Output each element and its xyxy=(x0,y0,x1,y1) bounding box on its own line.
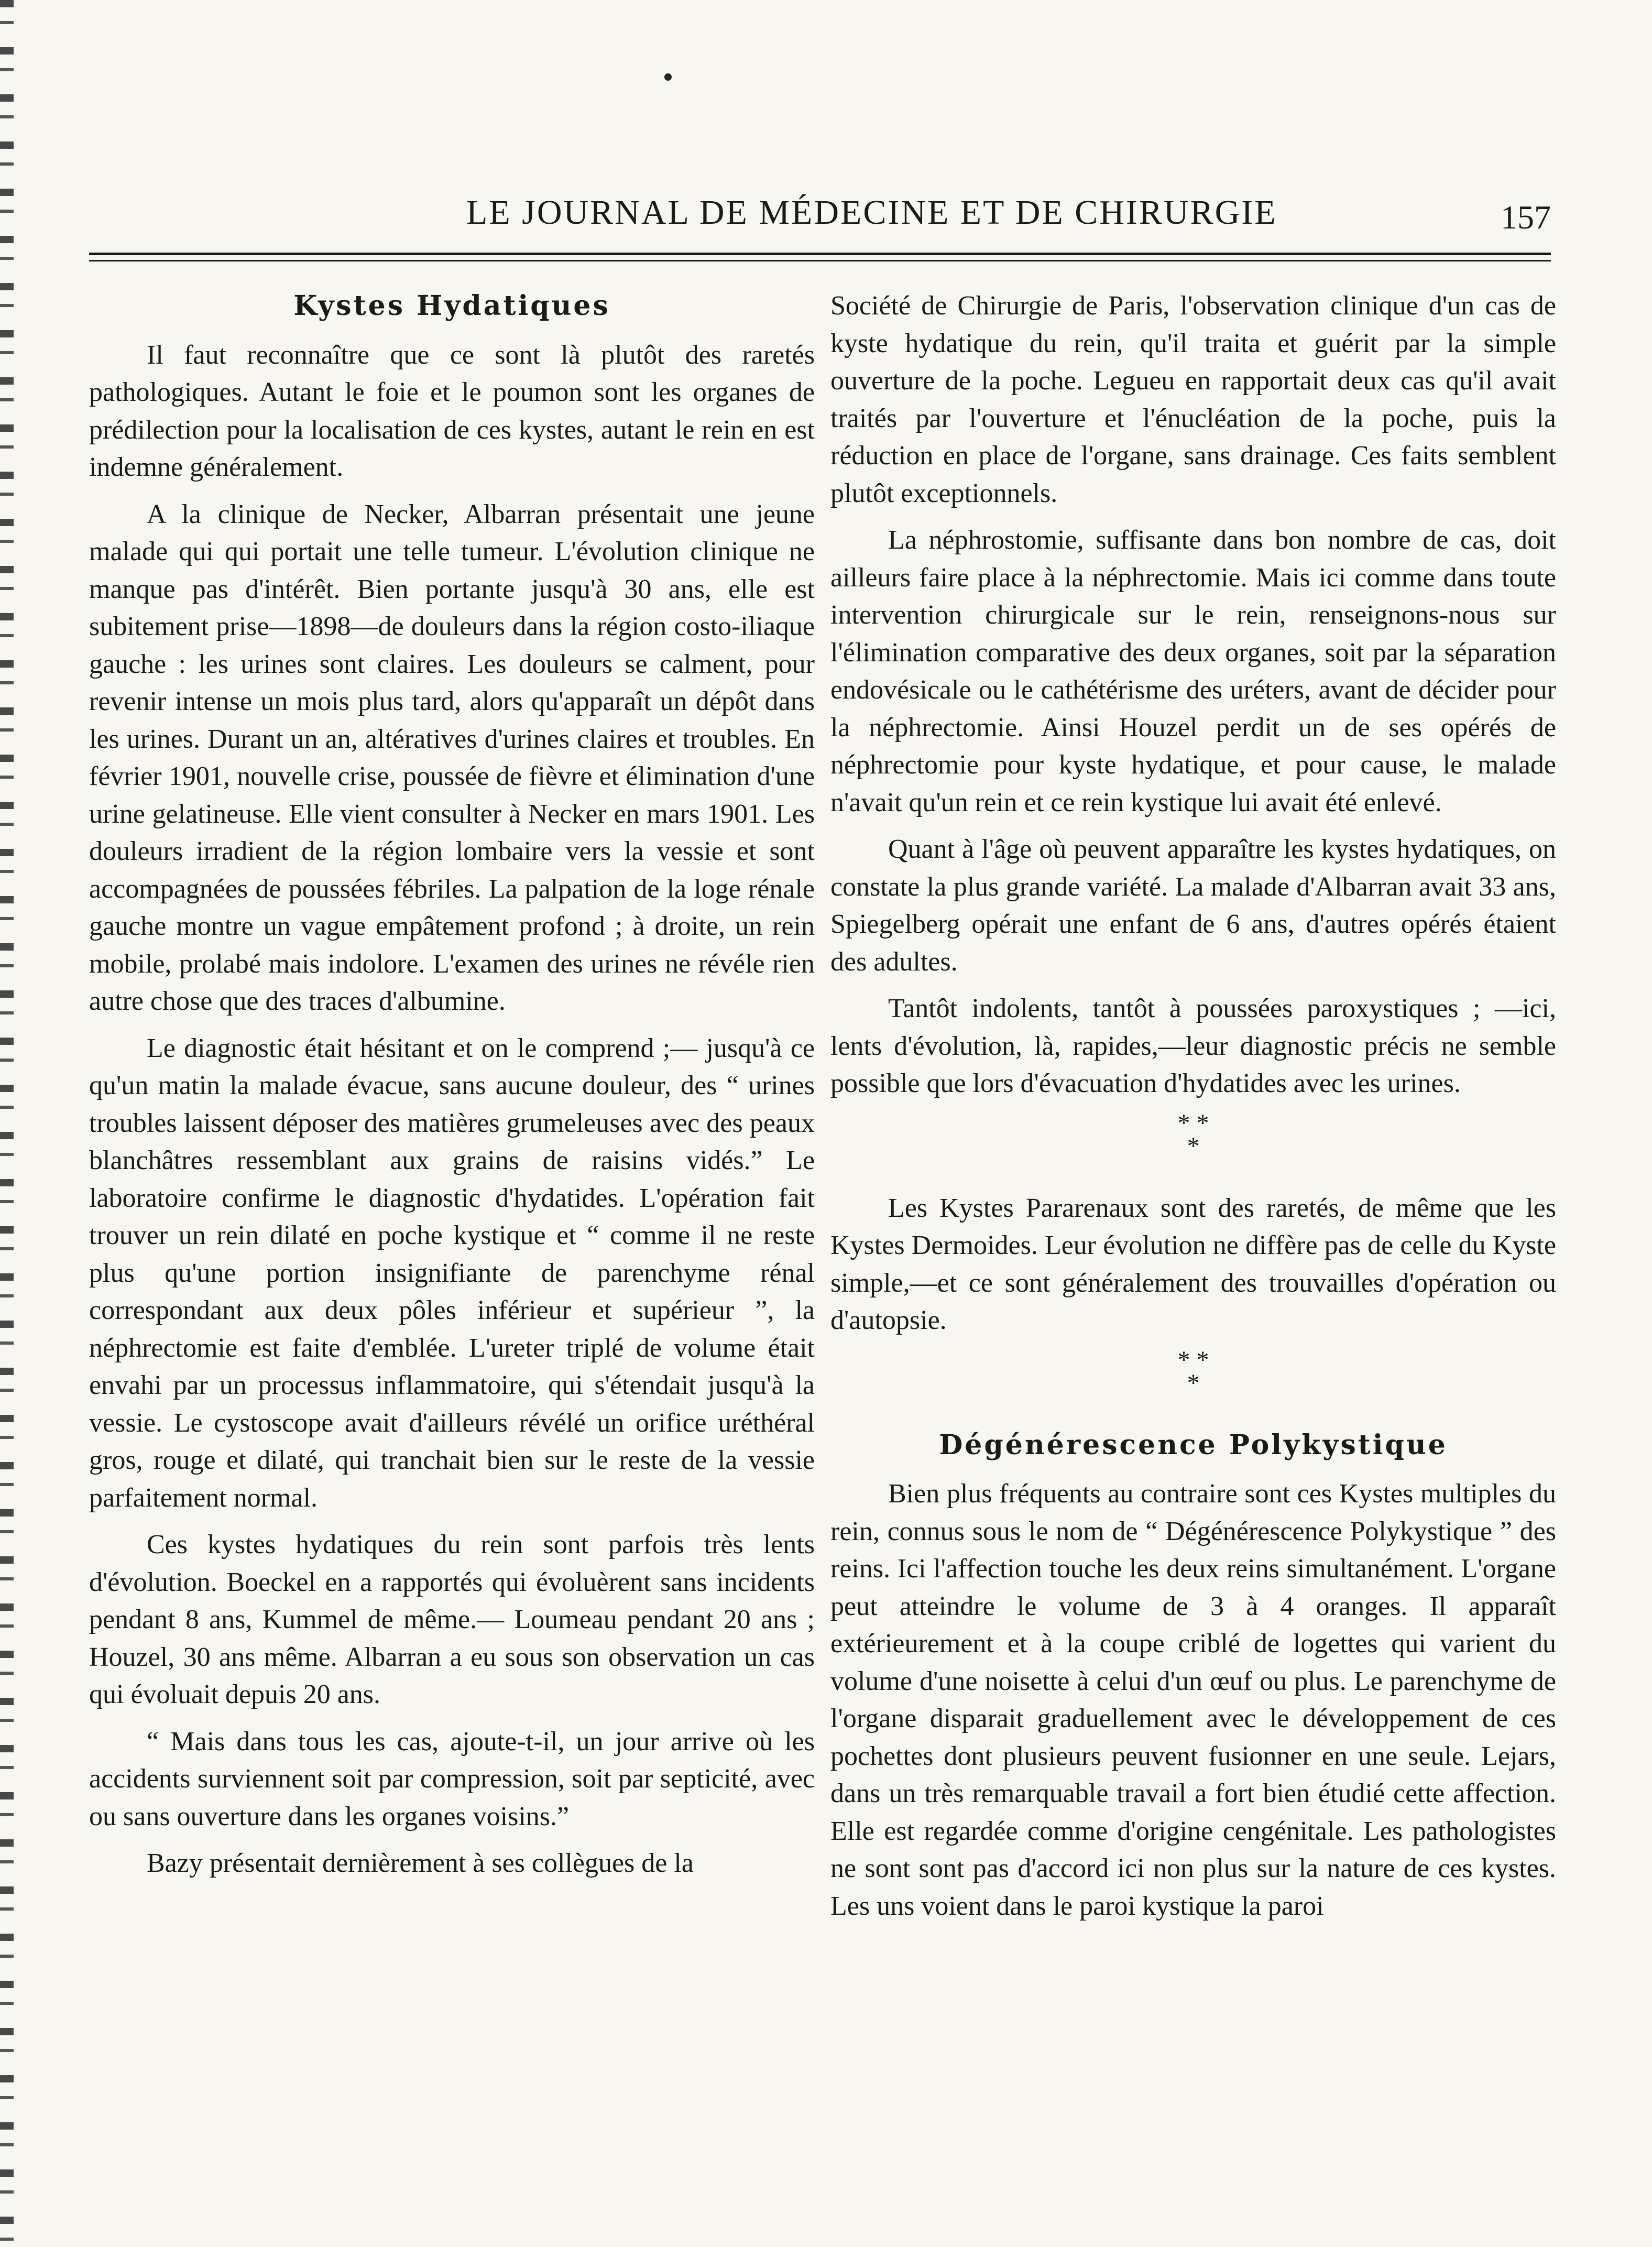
asterism-top: * * xyxy=(1177,1109,1209,1137)
paragraph: Les Kystes Pararenaux sont des raretés, de même que les Kystes Dermoides. Leur évolution ne diffère pas de celle du Kyste simple,—et ce sont généralement des trouvailles d'opération ou d'autopsie. xyxy=(830,1193,1556,1335)
asterism-divider xyxy=(830,1109,1556,1160)
asterism-top: * * xyxy=(1177,1346,1209,1374)
paragraph: Il faut reconnaître que ce sont là plutôt des raretés pathologiques. Autant le foie et le poumon sont les organes de prédilection pour la localisation de ces kystes, autant le rein en est indemne généralement. xyxy=(89,340,815,482)
left-column xyxy=(89,287,815,1892)
right-column xyxy=(830,287,1556,1934)
ink-speck xyxy=(664,73,672,81)
paragraph: A la clinique de Necker, Albarran présentait une jeune malade qui qui portait une telle tumeur. L'évolution clinique ne manque pas d'intérêt. Bien portante jusqu'à 30 ans, elle est subitement prise—1898—de douleurs dans la région costo-iliaque gauche : les urines sont claires. Les douleurs se calment, pour revenir intense un mois plus tard, alors qu'apparaît un dépôt dans les urines. Durant un an, altératives d'urines claires et troubles. En février 1901, nouvelle crise, poussée de fièvre et élimination d'une urine gelatineuse. Elle vient consulter à Necker en mars 1901. Les douleurs irradient de la région lombaire vers la vessie et sont accompagnées de poussées fébriles. La palpation de la loge rénale gauche montre un vague empâtement profond ; à droite, un rein mobile, prolabé mais indolore. L'examen des urines ne révéle rien autre chose que des traces d'albumine. xyxy=(89,499,815,1016)
paragraph: Ces kystes hydatiques du rein sont parfois très lents d'évolution. Boeckel en a rapportés qui évoluèrent sans incidents pendant 8 ans, Kummel de même.— Loumeau pendant 20 ans ; Houzel, 30 ans même. Albarran a eu sous son observation un cas qui évoluait depuis 20 ans. xyxy=(89,1530,815,1709)
asterism-bottom: * xyxy=(1187,1132,1200,1160)
running-header xyxy=(89,193,1551,250)
paragraph: Bazy présentait dernièrement à ses collègues de la xyxy=(147,1848,694,1878)
scan-edge xyxy=(0,0,14,2247)
journal-title: LE JOURNAL DE MÉDECINE ET DE CHIRURGIE xyxy=(466,193,1277,232)
section-heading-kystes-hydatiques: Kystes Hydatiques xyxy=(293,290,610,322)
header-rule xyxy=(89,253,1551,255)
paragraph: Quant à l'âge où peuvent apparaître les kystes hydatiques, on constate la plus grande variété. La malade d'Albarran avait 33 ans, Spiegelberg opérait une enfant de 6 ans, d'autres opérés étaient des adultes. xyxy=(830,834,1556,977)
section-heading-degenerescence: Dégénérescence Polykystique xyxy=(939,1428,1448,1461)
paragraph-continued: Société de Chirurgie de Paris, l'observation clinique d'un cas de kyste hydatique du rein, qu'il traita et guérit par la simple ouverture de la poche. Legueu en rapportait deux cas qu'il avait traités par l'ouverture et l'énucléation de la poche, puis la réduction en place de l'organe, sans drainage. Ces faits semblent plutôt exceptionnels. xyxy=(830,291,1556,508)
asterism-bottom: * xyxy=(1187,1369,1200,1397)
asterism-divider xyxy=(830,1346,1556,1397)
page-number: 157 xyxy=(1501,199,1551,236)
paragraph: Le diagnostic était hésitant et on le comprend ;— jusqu'à ce qu'un matin la malade évacue, sans aucune douleur, des “ urines troubles laissent déposer des matières grumeleuses avec des peaux blanchâtres ressemblant aux grains de raisins vidés.” Le laboratoire confirme le diagnostic d'hydatides. L'opération fait trouver un rein dilaté en poche kystique et “ comme il ne reste plus qu'une portion insignifiante de parenchyme rénal correspondant aux deux pôles inférieur et supérieur ”, la néphrectomie est faite d'emblée. L'ureter triplé de volume était envahi par un processus inflammatoire, qui s'étendait jusqu'à la vessie. Le cystoscope avait d'ailleurs révélé un orifice uréthéral gros, rouge et dilaté, qui tranchait bien sur le reste de la vessie parfaitement normal. xyxy=(89,1033,815,1513)
paragraph: La néphrostomie, suffisante dans bon nombre de cas, doit ailleurs faire place à la néphrectomie. Mais ici comme dans toute intervention chirurgicale sur le rein, renseignons-nous sur l'élimination comparative des deux organes, soit par la séparation endovésicale ou le cathétérisme des uréters, avant de décider pour la néphrectomie. Ainsi Houzel perdit un de ses opérés de néphrectomie pour kyste hydatique, et pour cause, le malade n'avait qu'un rein et ce rein kystique lui avait été enlevé. xyxy=(830,525,1556,817)
paragraph: Bien plus fréquents au contraire sont ces Kystes multiples du rein, connus sous le nom de “ Dégénérescence Polykystique ” des reins. Ici l'affection touche les deux reins simultanément. L'organe peut atteindre le volume de 3 à 4 oranges. Il apparaît extérieurement et à la coupe criblé de logettes qui varient du volume d'une noisette à celui d'un œuf ou plus. Le parenchyme de l'organe disparait graduellement avec le développement de ces pochettes dont plusieurs peuvent fusionner en une seule. Lejars, dans un très remarquable travail a fort bien étudié cette affection. Elle est regardée comme d'origine cengénitale. Les pathologistes ne sont sont pas d'accord ici non plus sur la nature de ces kystes. Les uns voient dans le paroi kystique la paroi xyxy=(830,1479,1556,1921)
header-rule-thin xyxy=(89,260,1551,261)
paragraph: Tantôt indolents, tantôt à poussées paroxystiques ; —ici, lents d'évolution, là, rapides,—leur diagnostic précis ne semble possible que lors d'évacuation d'hydatides avec les urines. xyxy=(830,994,1556,1098)
paragraph: “ Mais dans tous les cas, ajoute-t-il, un jour arrive où les accidents surviennent soit par compression, soit par septicité, avec ou sans ouverture dans les organes voisins.” xyxy=(89,1726,815,1831)
